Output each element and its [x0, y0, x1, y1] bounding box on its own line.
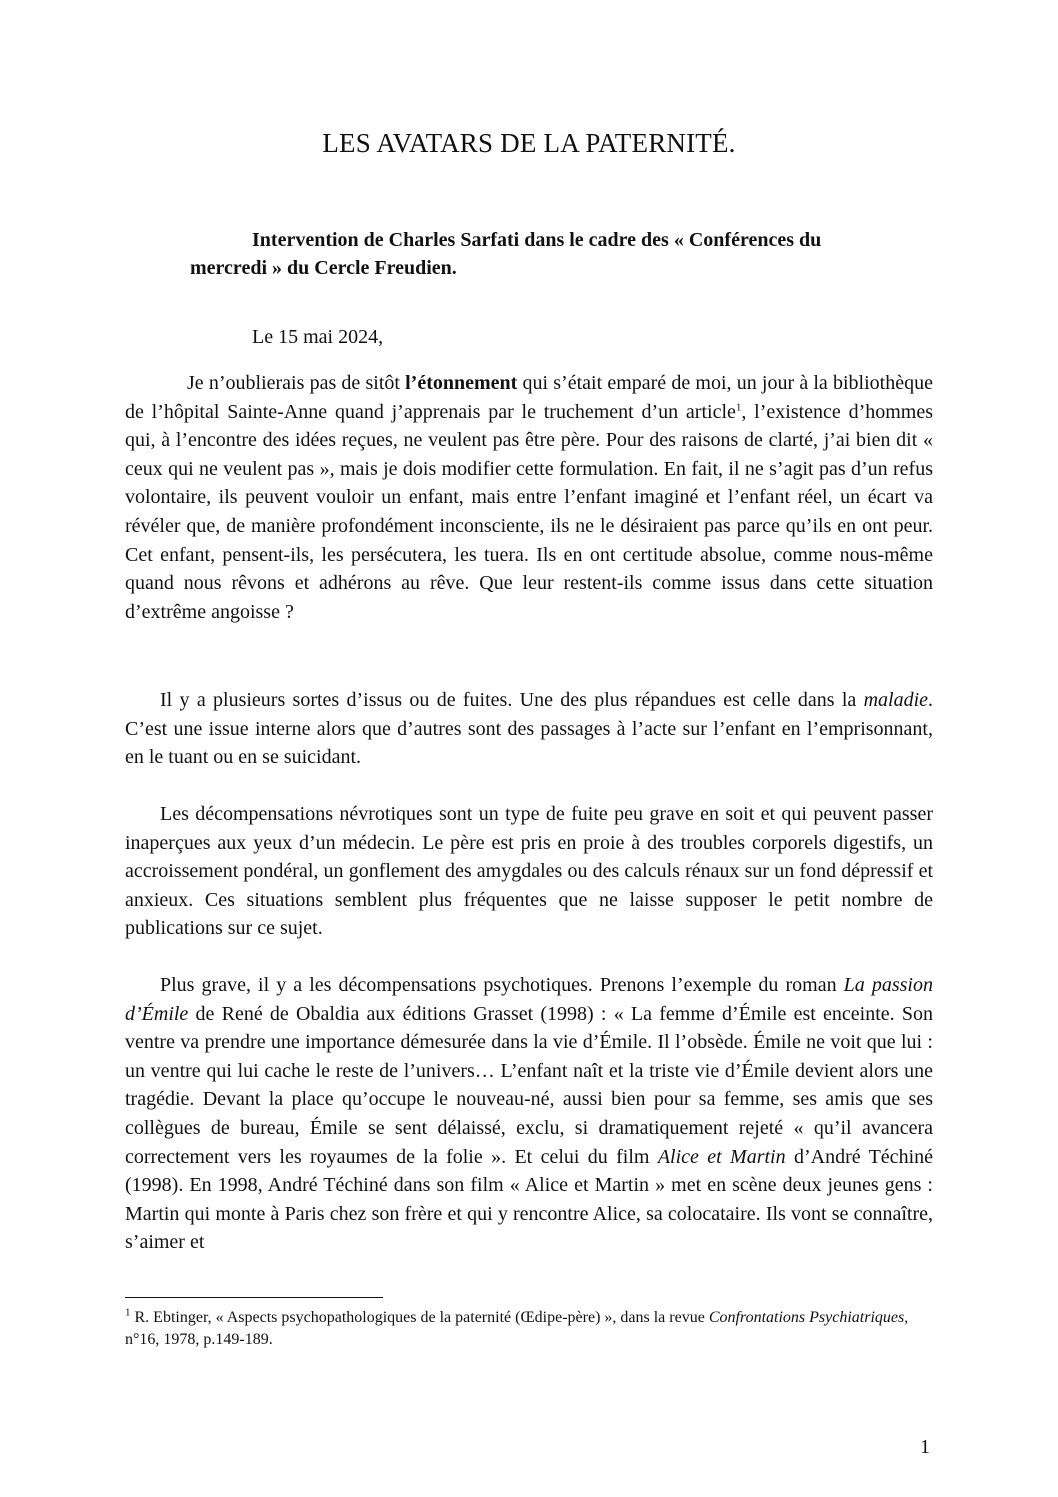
subtitle-line-2: mercredi » du Cercle Freudien.	[190, 257, 457, 279]
p3-text: Les décompensations névrotiques sont un type de fuite peu grave en soit et qui peuvent passer inaperçues aux yeux d’un médecin. Le père est pris en proie à des troubles corporels digestifs, un accroissement pondéral, un gonflement des amygdales ou des calculs rénaux sur un fond dépressif et anxieux. Ces situations semblent plus fréquentes que ne laisse supposer le petit nombre de publications sur ce sujet.	[125, 803, 933, 940]
footnote-separator	[125, 1297, 383, 1298]
document-date: Le 15 mai 2024,	[252, 326, 384, 348]
document-subtitle	[190, 226, 930, 282]
document-title: LES AVATARS DE LA PATERNITÉ.	[322, 128, 736, 158]
paragraph-4	[125, 971, 933, 1257]
paragraph-2	[125, 686, 933, 772]
p2-italic-term: maladie	[863, 689, 928, 711]
footnote-reference[interactable]: 1	[735, 400, 742, 413]
footnote	[125, 1307, 933, 1351]
p2-text-end: . C’est une issue interne alors que d’autres sont des passages à l’acte sur l’enfant en l’emprisonnant, en le tuant ou en se suicidant.	[125, 689, 933, 769]
p2-text-start: Il y a plusieurs sortes d’issus ou de fuites. Une des plus répandues est celle dans la	[160, 689, 864, 711]
footnote-text-end: , n°16, 1978, p.149-189.	[125, 1309, 909, 1348]
p1-bold-term: l’étonnement	[405, 372, 518, 394]
footnote-number: 1	[125, 1306, 131, 1319]
footnote-journal: Confrontations Psychiatriques	[708, 1309, 905, 1326]
footnote-text-start: R. Ebtinger, « Aspects psychopathologiques de la paternité (Œdipe-père) », dans la revue	[130, 1309, 709, 1326]
p4-film-title: Alice et Martin	[657, 1145, 786, 1168]
p1-text-start: Je n’oublierais pas de sitôt	[187, 372, 406, 394]
subtitle-line-1: Intervention de Charles Sarfati dans le cadre des « Conférences du	[252, 229, 822, 251]
p4-book-title: La passion d’Émile	[125, 974, 933, 1025]
p4-text-3: d’André Téchiné (1998). En 1998, André Téchiné dans son film « Alice et Martin » met en scène deux jeunes gens : Martin qui monte à Paris chez son frère et qui y rencontre Alice, sa colocataire. Ils vont se connaître, s’aimer et	[125, 1145, 933, 1254]
p1-text-end: , l’existence d’hommes qui, à l’encontre des idées reçues, ne veulent pas être père. Pour des raisons de clarté, j’ai bien dit « ceux qui ne veulent pas », mais je dois modifier cette formulation. En fait, il ne s’agit pas d’un refus volontaire, ils peuvent vouloir un enfant, mais entre l’enfant imaginé et l’enfant réel, un écart va révéler que, de manière profondément inconsciente, ils ne le désiraient pas parce qu’ils en ont peur. Cet enfant, pensent-ils, les persécutera, les tuera. Ils en ont certitude absolue, comme nous-même quand nous rêvons et adhérons au rêve. Que leur restent-ils comme issus dans cette situation d’extrême angoisse ?	[125, 400, 933, 623]
p1-text-middle: qui s’était emparé de moi, un jour à la bibliothèque de l’hôpital Sainte-Anne quand j’apprenais par le truchement d’un article	[125, 372, 933, 423]
page-number: 1	[920, 1436, 930, 1458]
p4-text-1: Plus grave, il y a les décompensations psychotiques. Prenons l’exemple du roman	[160, 974, 844, 996]
p4-text-2: de René de Obaldia aux éditions Grasset (1998) : « La femme d’Émile est enceinte. Son ventre va prendre une importance démesurée dans la vie d’Émile. Il l’obsède. Émile ne voit que lui : un ventre qui lui cache le reste de l’univers… L’enfant naît et la triste vie d’Émile devient alors une tragédie. Devant la place qu’occupe le nouveau-né, aussi bien pour sa femme, ses amis que ses collègues de bureau, Émile se sent délaissé, exclu, si dramatiquement rejeté « qu’il avancera correctement vers les royaumes de la folie ». Et celui du film	[125, 1002, 933, 1168]
paragraph-1	[125, 369, 933, 626]
paragraph-3	[125, 800, 933, 943]
